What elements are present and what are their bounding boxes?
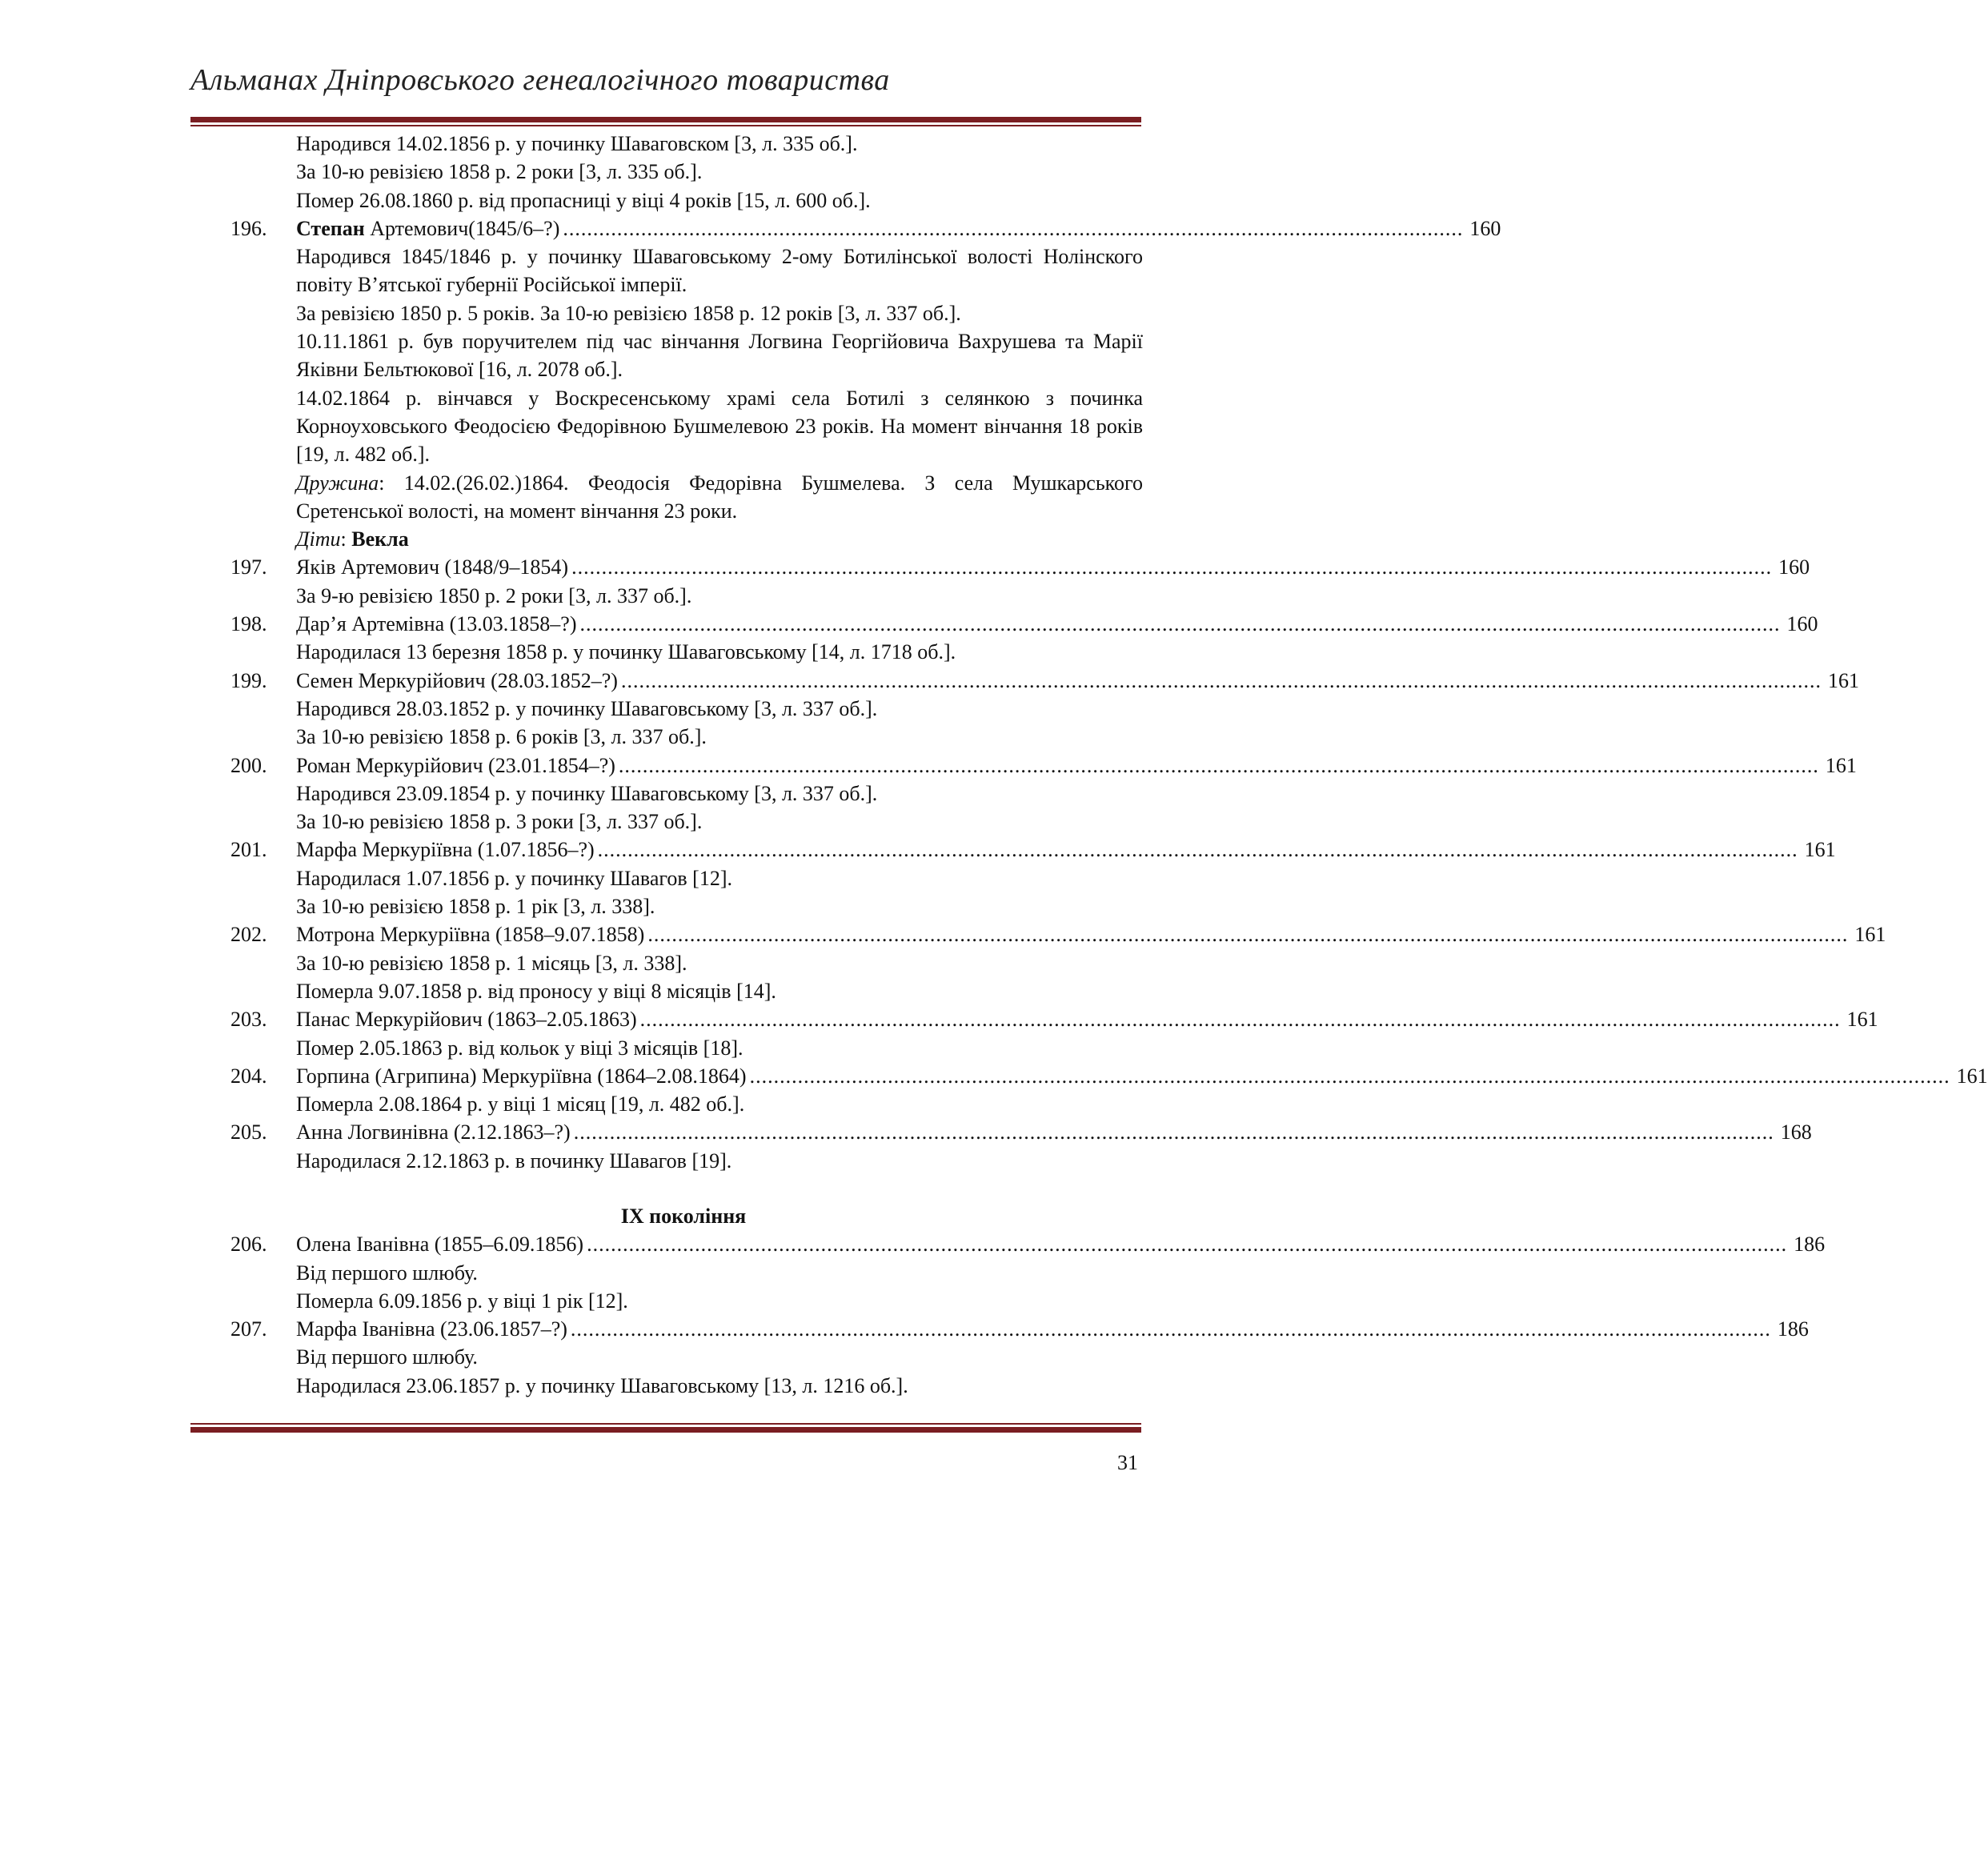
entry-title-line	[296, 1062, 1988, 1090]
page-ref: 161	[1846, 1008, 1878, 1032]
running-title: Альманах Дніпровського генеалогічного товариства	[190, 63, 890, 97]
entry-title-line	[296, 836, 1836, 864]
entry	[224, 1230, 1826, 1315]
entry	[224, 667, 1859, 752]
entry-paragraph: 10.11.1861 р. був поручителем під час вінчання Логвина Георгійовича Вахрушева та Марії Яківни Бельтюкової [16, л. 2078 об.].	[296, 330, 1143, 382]
entry-name-rest: Артемович(1845/6–?)	[364, 216, 560, 240]
entry-title: Дар’я Артемівна (13.03.1858–?)	[296, 612, 577, 636]
entry	[224, 836, 1836, 920]
entry-paragraph: 14.02.1864 р. вінчався у Воскресенському храмі села Ботилі з селянкою з починка Корноуховського Феодосією Федорівною Бушмелевою 23 років. На момент вінчання 18 років [19, л. 482 об.].	[296, 386, 1143, 467]
leader-dots: ........................................................................................................................................................................................................	[647, 923, 1849, 947]
entry-text-line: За 9-ю ревізією 1850 р. 2 роки [3, л. 337 об.].	[296, 583, 692, 607]
page-ref: 161	[1825, 753, 1857, 777]
entry-text-line: Від першого шлюбу.	[296, 1345, 478, 1369]
entry-text-line: Від першого шлюбу.	[296, 1261, 478, 1285]
leader-dots: ........................................................................................................................................................................................................	[579, 612, 1781, 636]
children-separator: :	[340, 527, 352, 551]
entry-number: 198.	[230, 612, 267, 636]
entry-number: 201.	[230, 838, 267, 862]
entry	[224, 752, 1857, 836]
entry-title-line	[296, 1118, 1812, 1146]
leader-dots: ........................................................................................................................................................................................................	[573, 1120, 1774, 1144]
entry-text-line: За 10-ю ревізією 1858 р. 6 років [3, л. 337 об.].	[296, 725, 707, 749]
leader-dots: ......................................................................................................................................................	[563, 216, 1464, 240]
leader-dots: ........................................................................................................................................................................................................	[620, 668, 1822, 692]
entry-title-line	[296, 920, 1886, 948]
spouse-label: Дружина	[296, 471, 379, 495]
entry-number: 197.	[230, 555, 267, 579]
entry-title-line	[296, 610, 1818, 638]
page-ref: 168	[1780, 1120, 1812, 1144]
entry-title: Роман Меркурійович (23.01.1854–?)	[296, 753, 615, 777]
entry-text-line: Помер 2.05.1863 р. від кольок у віці 3 місяців [18].	[296, 1036, 743, 1060]
entry-text-line: Померла 6.09.1856 р. у віці 1 рік [12].	[296, 1289, 628, 1313]
entry-title-line	[296, 1230, 1826, 1258]
entry-number: 207.	[230, 1317, 267, 1341]
entry-text-line: Померла 9.07.1858 р. від проносу у віці 8 місяців [14].	[296, 979, 776, 1003]
leader-dots: ........................................................................................................................................................................................................	[587, 1233, 1788, 1257]
entry-number: 196.	[230, 216, 267, 240]
page-ref: 186	[1777, 1317, 1809, 1341]
entry-196	[224, 214, 1501, 554]
entry-number: 199.	[230, 668, 267, 692]
entry	[224, 610, 1818, 667]
spouse-text: : 14.02.(26.02.)1864. Феодосія Федорівна Бушмелева. З села Мушкарського Сретенської волості, на момент вінчання 23 роки.	[296, 471, 1143, 523]
page-ref: 161	[1804, 838, 1836, 862]
entry-number: 205.	[230, 1120, 267, 1144]
spouse-paragraph	[296, 469, 1143, 526]
leader-dots: ........................................................................................................................................................................................................	[639, 1008, 1841, 1032]
leader-dots: ........................................................................................................................................................................................................	[597, 838, 1798, 862]
entry-number: 204.	[230, 1064, 267, 1088]
entry-number: 202.	[230, 923, 267, 947]
entry-text-line: Померла 2.08.1864 р. у віці 1 місяц [19, л. 482 об.].	[296, 1092, 745, 1116]
entry-title: Яків Артемович (1848/9–1854)	[296, 555, 569, 579]
entry-number: 200.	[230, 753, 267, 777]
entry-title: Марфа Іванівна (23.06.1857–?)	[296, 1317, 567, 1341]
entry-title-line	[296, 1005, 1878, 1033]
page-ref: 186	[1794, 1233, 1826, 1257]
entry	[224, 1062, 1988, 1119]
header-rule	[190, 117, 1141, 126]
entry-title-line	[296, 667, 1859, 695]
page-ref: 160	[1786, 612, 1818, 636]
footer-rule	[190, 1423, 1141, 1433]
entry-number: 203.	[230, 1008, 267, 1032]
leader-dots: ........................................................................................................................................................................................................	[749, 1064, 1950, 1088]
entry-number: 206.	[230, 1233, 267, 1257]
entry	[224, 1315, 1809, 1400]
entries-list	[224, 553, 1988, 1175]
entries-list-ix	[224, 1230, 1826, 1400]
children-label: Діти	[296, 527, 341, 551]
entry-text-line: Народилася 13 березня 1858 р. у починку Шаваговському [14, л. 1718 об.].	[296, 640, 956, 664]
entry-paragraph: За ревізією 1850 р. 5 років. За 10-ю ревізією 1858 р. 12 років [3, л. 337 об.].	[296, 301, 961, 325]
entry-paragraph: Народився 1845/1846 р. у починку Шаваговському 2-ому Ботилінської волості Нолінского повіту В’ятської губернії Російської імперії.	[296, 245, 1143, 297]
entry	[224, 920, 1886, 1005]
entry-title: Горпина (Агрипина) Меркуріївна (1864–2.08.1864)	[296, 1064, 747, 1088]
entry-title: Олена Іванівна (1855–6.09.1856)	[296, 1233, 584, 1257]
entry-text-line: За 10-ю ревізією 1858 р. 3 роки [3, л. 337 об.].	[296, 810, 703, 834]
entry-text-line: Народився 23.09.1854 р. у починку Шаваговському [3, л. 337 об.].	[296, 781, 878, 805]
leader-dots: ........................................................................................................................................................................................................	[570, 1317, 1771, 1341]
continuation-block	[224, 130, 1143, 214]
leader-dots: ........................................................................................................................................................................................................	[571, 555, 1773, 579]
text-line: Народився 14.02.1856 р. у починку Шаваговском [3, л. 335 об.].	[296, 132, 858, 155]
entry-title: Панас Меркурійович (1863–2.05.1863)	[296, 1008, 637, 1032]
entry-text-line: Народилася 23.06.1857 р. у починку Шаваговському [13, л. 1216 об.].	[296, 1373, 908, 1397]
page-ref: 160	[1778, 555, 1810, 579]
entry	[224, 1118, 1812, 1175]
page-number: 31	[1117, 1451, 1138, 1474]
entry-text-line: Народилася 1.07.1856 р. у починку Шавагов [12].	[296, 866, 732, 890]
entry-text-line: За 10-ю ревізією 1858 р. 1 рік [3, л. 338].	[296, 895, 655, 919]
entry-title-line	[296, 214, 1501, 243]
entry-text-line: Народився 28.03.1852 р. у починку Шаваговському [3, л. 337 об.].	[296, 696, 878, 720]
entry-text-line: За 10-ю ревізією 1858 р. 1 місяць [3, л. 338].	[296, 951, 687, 975]
entry-text-line: Народилася 2.12.1863 р. в починку Шавагов [19].	[296, 1148, 732, 1173]
text-line: Помер 26.08.1860 р. від пропасниці у віці 4 років [15, л. 600 об.].	[296, 188, 871, 212]
entry-title-line	[296, 553, 1810, 581]
page-ref: 161	[1854, 923, 1886, 947]
entry-title-line	[296, 752, 1857, 780]
entry	[224, 553, 1810, 610]
entry-name-bold: Степан	[296, 216, 365, 240]
entry-title: Семен Меркурійович (28.03.1852–?)	[296, 668, 618, 692]
entry-title-line	[296, 1315, 1809, 1343]
entry-title: Марфа Меркуріївна (1.07.1856–?)	[296, 838, 595, 862]
page-ref: 160	[1469, 216, 1501, 240]
entry-title	[296, 214, 559, 243]
entry-title: Анна Логвинівна (2.12.1863–?)	[296, 1120, 571, 1144]
leader-dots: ........................................................................................................................................................................................................	[618, 753, 1819, 777]
section-heading: IX покоління	[620, 1204, 747, 1228]
page-ref: 161	[1827, 668, 1859, 692]
page-ref: 161	[1956, 1064, 1988, 1088]
text-line: За 10-ю ревізією 1858 р. 2 роки [3, л. 335 об.].	[296, 160, 703, 184]
children-names: Векла	[351, 527, 409, 551]
entry-title: Мотрона Меркуріївна (1858–9.07.1858)	[296, 923, 645, 947]
entry	[224, 1005, 1878, 1062]
children-line	[296, 525, 1143, 553]
page-content	[224, 130, 1988, 1400]
